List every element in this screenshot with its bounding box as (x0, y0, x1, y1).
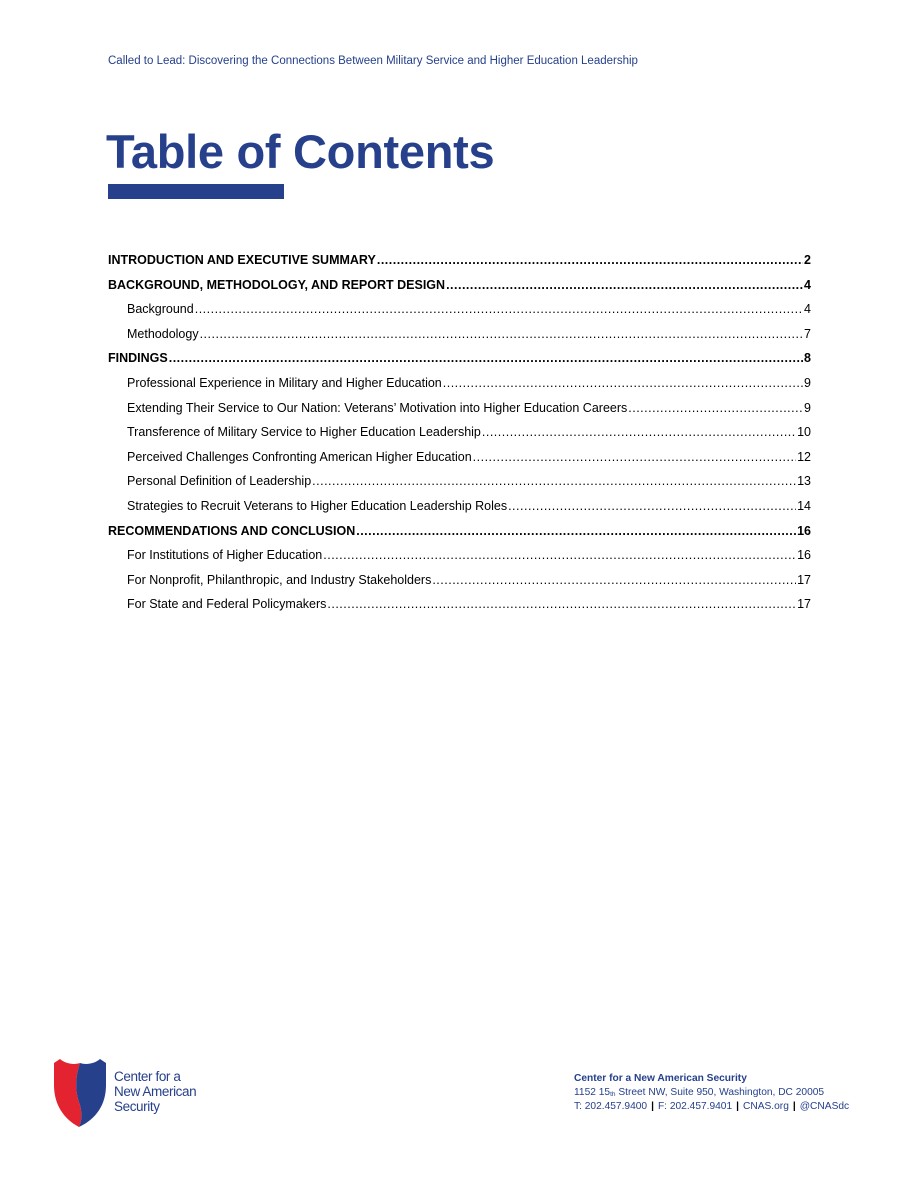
toc-page-number: 16 (797, 548, 811, 563)
address-rest: Street NW, Suite 950, Washington, DC 20005 (615, 1086, 825, 1098)
footer-contact-line (574, 1100, 849, 1114)
footer-address (574, 1086, 849, 1101)
toc-page-number: 7 (804, 326, 811, 341)
toc-entry-label: For Nonprofit, Philanthropic, and Industry Stakeholders (127, 572, 432, 587)
toc-subsection-entry[interactable] (108, 425, 811, 450)
toc-entry-label: Professional Experience in Military and Higher Education (127, 375, 442, 390)
toc-page-number: 13 (797, 474, 811, 489)
toc-entry-label: FINDINGS (108, 351, 168, 366)
toc-section-entry[interactable] (108, 351, 811, 376)
toc-subsection-entry[interactable] (108, 573, 811, 598)
toc-entry-label: Methodology (127, 326, 199, 341)
separator: | (651, 1101, 654, 1112)
toc-entry-label: BACKGROUND, METHODOLOGY, AND REPORT DESIGN (108, 277, 446, 292)
toc-page-number: 4 (804, 277, 811, 292)
logo-line: Security (114, 1099, 160, 1114)
toc-section-entry[interactable] (108, 278, 811, 303)
toc-section-entry[interactable] (108, 253, 811, 278)
toc-dot-leader (443, 376, 803, 390)
toc-dot-leader (482, 425, 796, 439)
toc-subsection-entry[interactable] (108, 597, 811, 622)
toc-dot-leader (327, 597, 796, 611)
toc-entry-label: Strategies to Recruit Veterans to Higher Education Leadership Roles (127, 498, 508, 513)
toc-subsection-entry[interactable] (108, 401, 811, 426)
toc-dot-leader (628, 401, 803, 415)
toc-subsection-entry[interactable] (108, 302, 811, 327)
cnas-logo (52, 1057, 202, 1129)
toc-entry-label: INTRODUCTION AND EXECUTIVE SUMMARY (108, 253, 376, 267)
toc-entry-label: Perceived Challenges Confronting American Higher Education (127, 449, 472, 464)
toc-entry-label: For Institutions of Higher Education (127, 548, 323, 563)
toc-page-number: 9 (804, 400, 811, 415)
footer-website-link[interactable]: CNAS.org (743, 1101, 789, 1112)
title-underline-bar (108, 184, 284, 199)
toc-page-number: 9 (804, 375, 811, 390)
toc-subsection-entry[interactable] (108, 376, 811, 401)
toc-dot-leader (356, 524, 796, 538)
toc-page-number: 17 (797, 572, 811, 587)
toc-dot-leader (323, 548, 796, 562)
footer-contact (574, 1072, 849, 1114)
running-header: Called to Lead: Discovering the Connections Between Military Service and Higher Education Leadership (108, 55, 638, 67)
toc-entry-label: Extending Their Service to Our Nation: Veterans’ Motivation into Higher Education Careers (127, 400, 628, 415)
toc-page-number: 2 (804, 253, 811, 267)
toc-dot-leader (200, 327, 803, 341)
toc-section-entry[interactable] (108, 524, 811, 549)
address-number: 1152 15 (574, 1086, 611, 1098)
logo-line: New American (114, 1084, 197, 1099)
footer-org-name: Center for a New American Security (574, 1073, 747, 1084)
toc-entry-label: Personal Definition of Leadership (127, 474, 312, 489)
logo-wordmark (114, 1069, 204, 1114)
toc-dot-leader (377, 253, 803, 267)
address-superscript: th (610, 1090, 616, 1098)
shield-logo-icon (52, 1057, 108, 1129)
toc-page-number: 10 (797, 425, 811, 440)
toc-entry-label: Transference of Military Service to Higher Education Leadership (127, 425, 481, 440)
separator: | (736, 1101, 739, 1112)
toc-page-number: 14 (797, 498, 811, 513)
toc-page-number: 8 (804, 351, 811, 366)
page-title: Table of Contents (106, 125, 495, 178)
footer-social-link[interactable]: @CNASdc (799, 1101, 850, 1112)
toc-dot-leader (169, 351, 803, 365)
toc-dot-leader (432, 573, 796, 587)
toc-subsection-entry[interactable] (108, 548, 811, 573)
toc-page-number: 12 (797, 449, 811, 464)
toc-subsection-entry[interactable] (108, 327, 811, 352)
toc-page-number: 16 (797, 523, 811, 538)
toc-dot-leader (312, 474, 796, 488)
toc-dot-leader (446, 278, 803, 292)
toc-entry-label: RECOMMENDATIONS AND CONCLUSION (108, 523, 356, 538)
toc-dot-leader (508, 499, 796, 513)
toc-dot-leader (195, 302, 803, 316)
separator: | (792, 1101, 796, 1112)
toc-subsection-entry[interactable] (108, 499, 811, 524)
toc-subsection-entry[interactable] (108, 474, 811, 499)
toc-page-number: 17 (797, 597, 811, 612)
table-of-contents (108, 253, 811, 622)
toc-entry-label: Background (127, 302, 194, 317)
logo-line: Center for a (114, 1069, 181, 1084)
toc-entry-label: For State and Federal Policymakers (127, 597, 327, 612)
footer-phone: T: 202.457.9400 (574, 1101, 648, 1112)
footer-fax: F: 202.457.9401 (657, 1101, 733, 1112)
toc-dot-leader (473, 450, 796, 464)
toc-subsection-entry[interactable] (108, 450, 811, 475)
toc-page-number: 4 (804, 302, 811, 317)
